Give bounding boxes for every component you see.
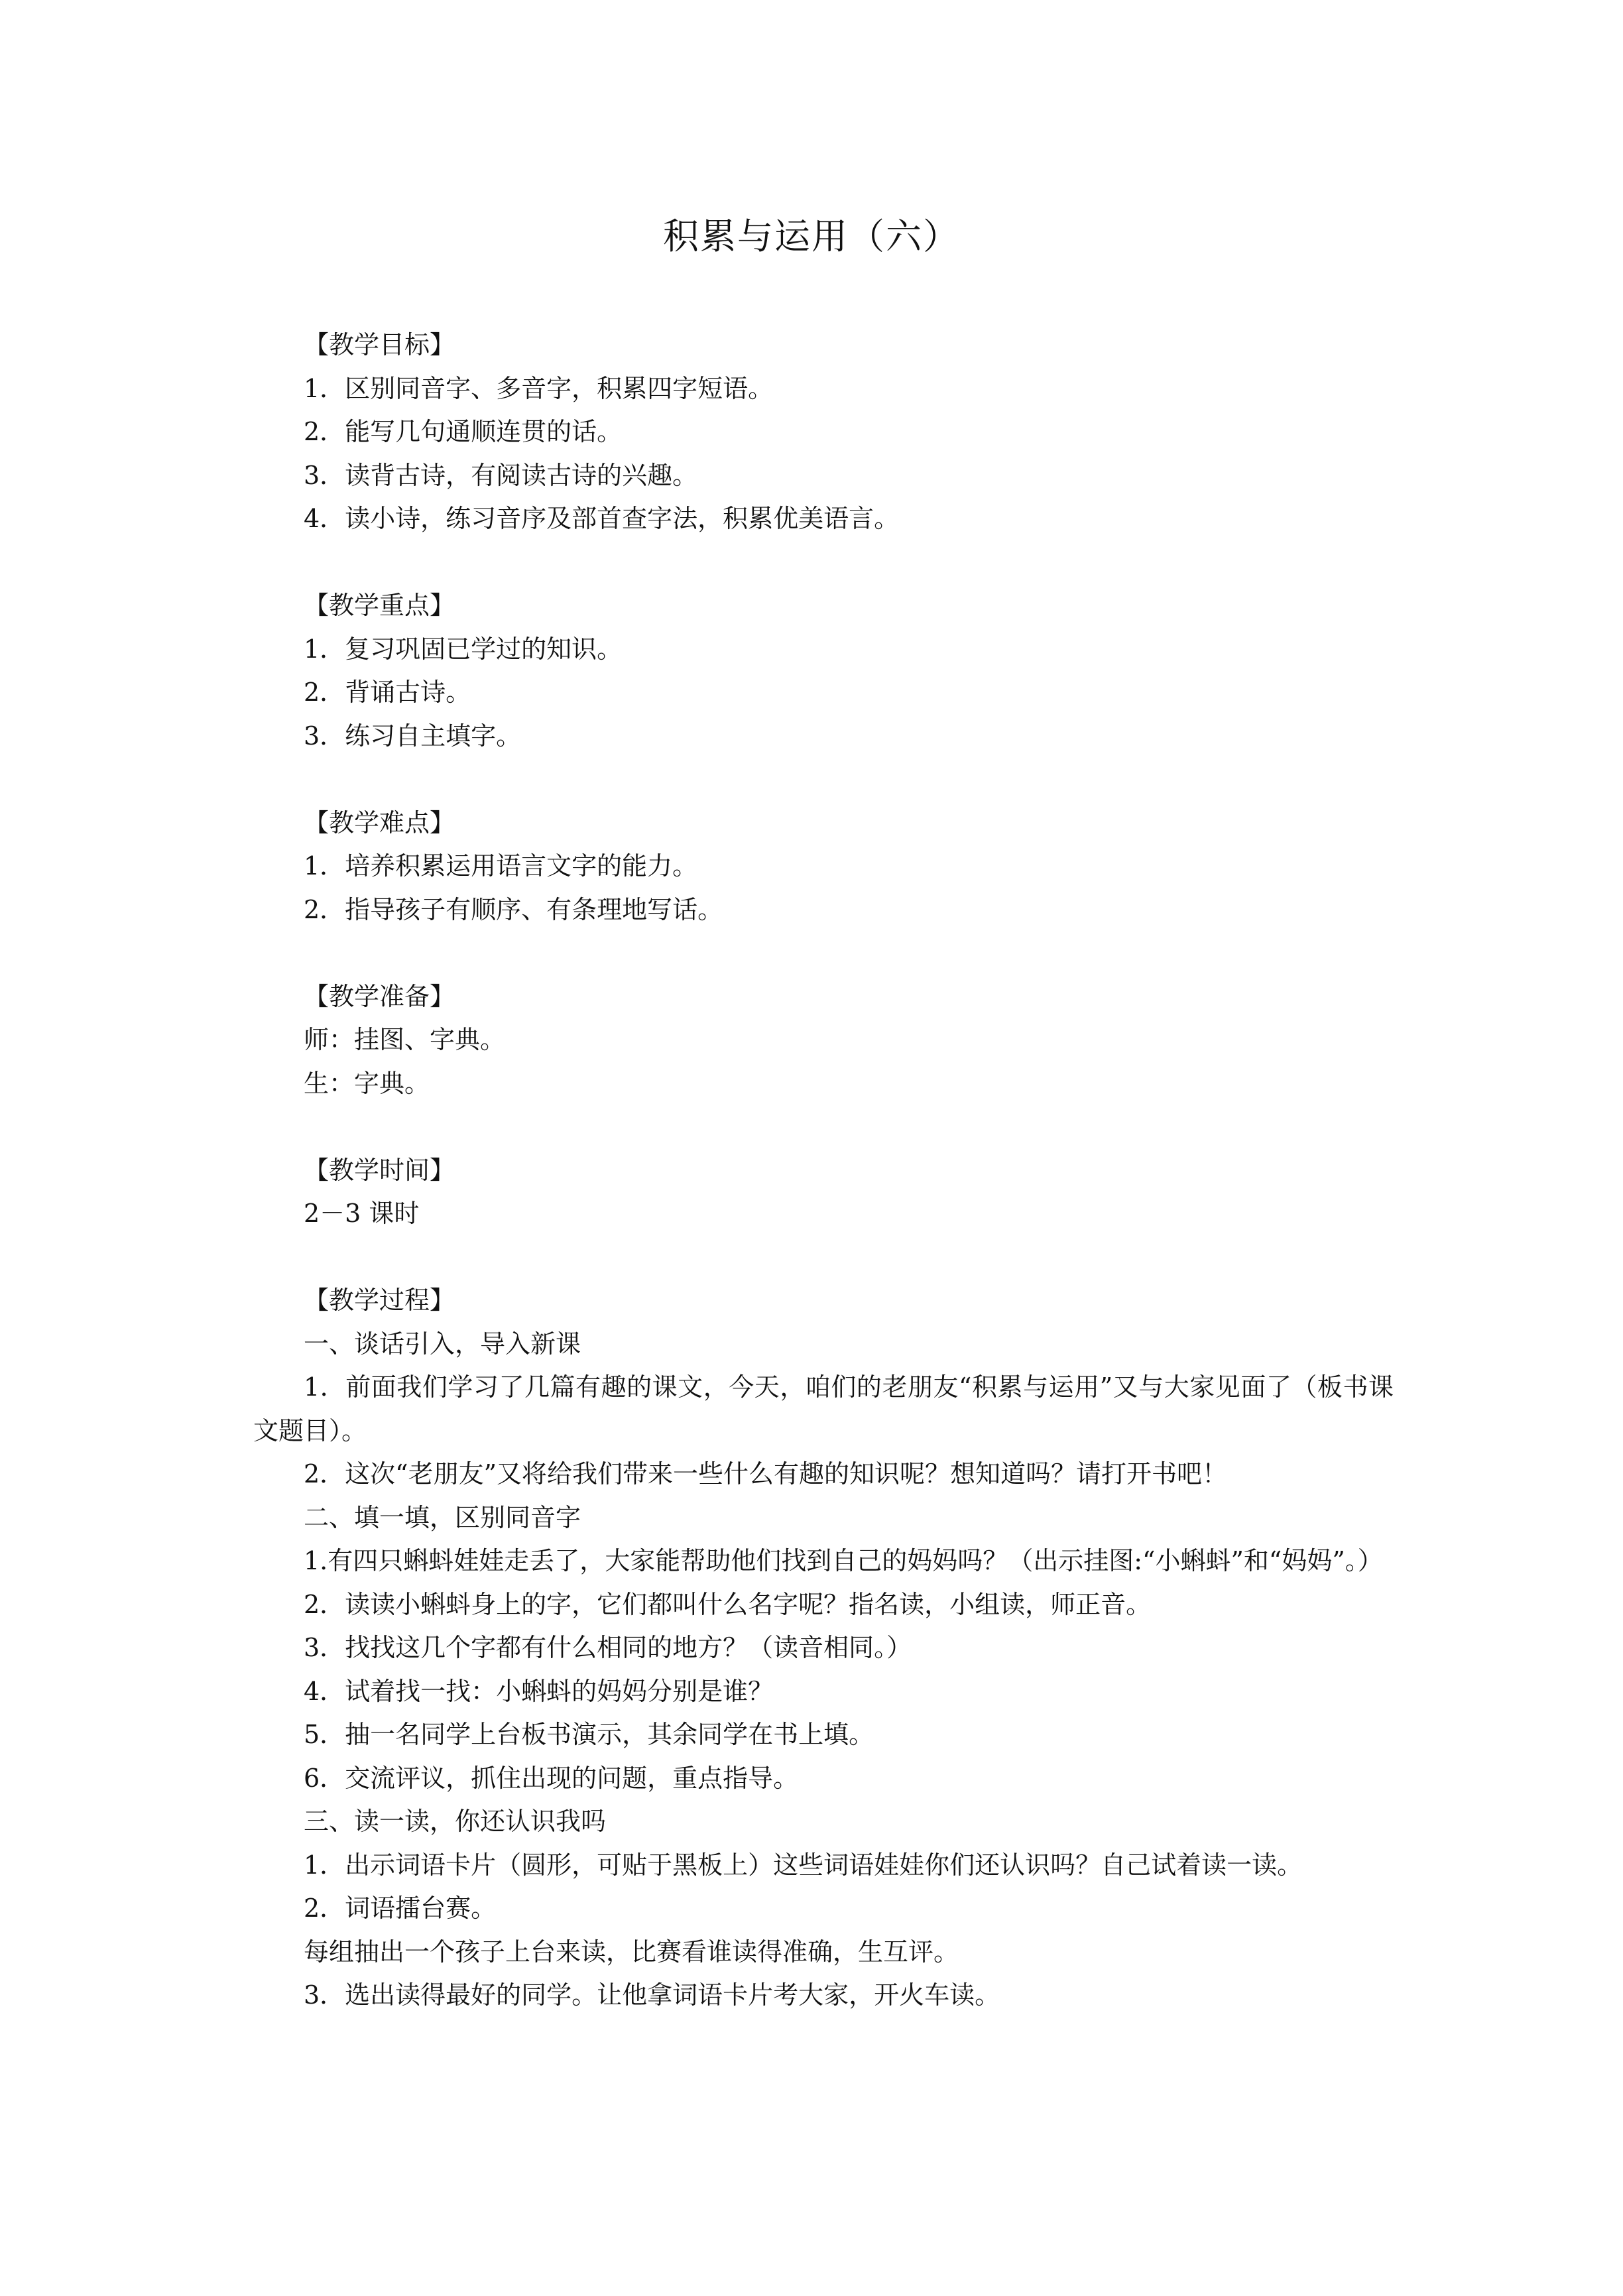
section-difficulties	[253, 802, 1394, 932]
paragraph: 4．试着找一找：小蝌蚪的妈妈分别是谁？	[304, 1676, 774, 1706]
spacer	[253, 541, 1394, 585]
list-item: 2．能写几句通顺连贯的话。	[304, 417, 623, 446]
paragraph: 2．这次“老朋友”又将给我们带来一些什么有趣的知识呢？想知道吗？请打开书吧！	[304, 1459, 1228, 1488]
list-item: 1．复习巩固已学过的知识。	[304, 634, 623, 664]
paragraph: 2．读读小蝌蚪身上的字，它们都叫什么名字呢？指名读，小组读，师正音。	[304, 1589, 1152, 1619]
section-heading: 【教学目标】	[304, 330, 455, 359]
paragraph: 1．出示词语卡片（圆形，可贴于黑板上）这些词语娃娃你们还认识吗？自己试着读一读。	[304, 1850, 1303, 1880]
document-title: 积累与运用（六）	[663, 215, 960, 257]
section-heading: 【教学重点】	[304, 591, 455, 620]
paragraph: 3．找找这几个字都有什么相同的地方？（读音相同。）	[304, 1633, 912, 1662]
paragraph: 6．交流评议，抓住出现的问题，重点指导。	[304, 1763, 799, 1793]
list-item: 3．练习自主填字。	[304, 721, 522, 751]
paragraph: 5．抽一名同学上台板书演示，其余同学在书上填。	[304, 1720, 874, 1749]
section-process	[253, 1279, 1394, 2018]
paragraph: 1．前面我们学习了几篇有趣的课文，今天，咱们的老朋友“积累与运用”又与大家见面了（板书课文题目）。	[253, 1372, 1394, 1445]
list-item: 1．区别同音字、多音字，积累四字短语。	[304, 373, 774, 403]
spacer	[253, 758, 1394, 802]
paragraph: 1.有四只蝌蚪娃娃走丢了，大家能帮助他们找到自己的妈妈吗？（出示挂图:“小蝌蚪”和“妈妈”。）	[304, 1546, 1383, 1575]
subsection-heading: 一、谈话引入，导入新课	[304, 1329, 581, 1359]
spacer	[253, 1105, 1394, 1149]
spacer	[253, 1236, 1394, 1280]
section-heading: 【教学准备】	[304, 981, 455, 1011]
subsection-heading: 二、填一填，区别同音字	[304, 1502, 581, 1532]
section-heading: 【教学过程】	[304, 1286, 455, 1315]
paragraph: 3．选出读得最好的同学。让他拿词语卡片考大家，开火车读。	[304, 1980, 1000, 2010]
list-item: 4．读小诗，练习音序及部首查字法，积累优美语言。	[304, 504, 900, 533]
spacer	[253, 932, 1394, 975]
section-key-points	[253, 584, 1394, 758]
list-item: 2．背诵古诗。	[304, 678, 471, 707]
section-teaching-goals	[253, 324, 1394, 541]
list-item: 2．指导孩子有顺序、有条理地写话。	[304, 894, 723, 924]
list-item: 师：挂图、字典。	[304, 1025, 506, 1054]
section-heading: 【教学难点】	[304, 808, 455, 837]
list-item: 3．读背古诗，有阅读古诗的兴趣。	[304, 460, 698, 490]
section-heading: 【教学时间】	[304, 1155, 455, 1185]
paragraph: 2．词语擂台赛。	[304, 1894, 497, 1923]
subsection-heading: 三、读一读，你还认识我吗	[304, 1807, 607, 1836]
list-item: 1．培养积累运用语言文字的能力。	[304, 851, 698, 880]
list-item: 生：字典。	[304, 1068, 430, 1098]
section-preparation	[253, 975, 1394, 1106]
paragraph: 每组抽出一个孩子上台来读，比赛看谁读得准确，生互评。	[304, 1937, 959, 1966]
list-item: 2－3 课时	[304, 1199, 420, 1228]
document-body	[253, 324, 1394, 2018]
section-time	[253, 1149, 1394, 1236]
